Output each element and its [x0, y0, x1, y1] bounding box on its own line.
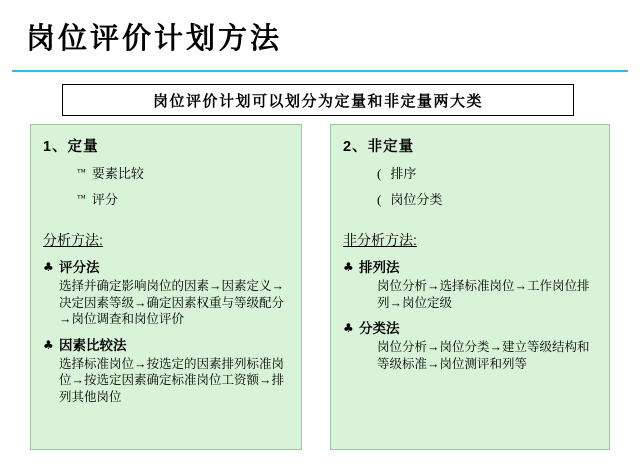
banner-box — [62, 84, 574, 116]
left-section-label: 分析方法: — [43, 232, 103, 248]
left-method-2-header — [43, 337, 291, 354]
left-panel-heading: 1、定量 — [43, 139, 99, 155]
left-sub-item-1 — [77, 163, 291, 182]
title-divider — [12, 70, 628, 72]
left-sub-item-1-label: 要素比较 — [91, 166, 144, 181]
club-bullet-icon: ♣ — [343, 321, 354, 335]
right-sub-item-1-label: 排序 — [390, 166, 417, 181]
right-method-2-header — [343, 320, 599, 337]
club-bullet-icon: ♣ — [43, 260, 54, 274]
paren-marker-icon: ( — [377, 166, 382, 181]
right-sub-item-2 — [377, 189, 599, 208]
right-panel — [330, 124, 610, 450]
tm-marker-icon: ™ — [77, 167, 86, 177]
page-title: 岗位评价计划方法 — [26, 23, 283, 55]
right-method-2-body: 岗位分析→岗位分类→建立等级结构和等级标准→岗位测评和列等 — [377, 340, 590, 371]
right-sub-item-1 — [377, 163, 599, 182]
left-method-1-body: 选择并确定影响岗位的因素→因素定义→决定因素等级→确定因素权重与等级配分→岗位调查和岗位评价 — [59, 279, 285, 326]
left-method-1-header — [43, 259, 291, 276]
club-bullet-icon: ♣ — [343, 260, 354, 274]
left-method-2-title: 因素比较法 — [59, 337, 127, 353]
tm-marker-icon: ™ — [77, 193, 86, 203]
right-method-2-title: 分类法 — [359, 321, 400, 336]
right-section-label: 非分析方法: — [343, 232, 417, 248]
right-sub-item-2-label: 岗位分类 — [390, 192, 443, 207]
left-sub-item-2-label: 评分 — [91, 192, 118, 207]
left-method-2-body: 选择标准岗位→按选定的因素排列标准岗位→按选定因素确定标准岗位工资额→排列其他岗位 — [59, 356, 285, 404]
club-bullet-icon: ♣ — [43, 337, 54, 352]
banner-text: 岗位评价计划可以划分为定量和非定量两大类 — [152, 92, 483, 110]
left-method-1-title: 评分法 — [59, 260, 100, 275]
paren-marker-icon: ( — [377, 192, 382, 207]
left-sub-item-2 — [77, 189, 291, 208]
left-panel — [30, 124, 302, 450]
right-panel-heading: 2、非定量 — [343, 139, 415, 155]
right-method-1-header — [343, 259, 599, 276]
right-method-1-body: 岗位分析→选择标准岗位→工作岗位排列→岗位定级 — [377, 279, 590, 310]
right-method-1-title: 排列法 — [359, 260, 400, 275]
